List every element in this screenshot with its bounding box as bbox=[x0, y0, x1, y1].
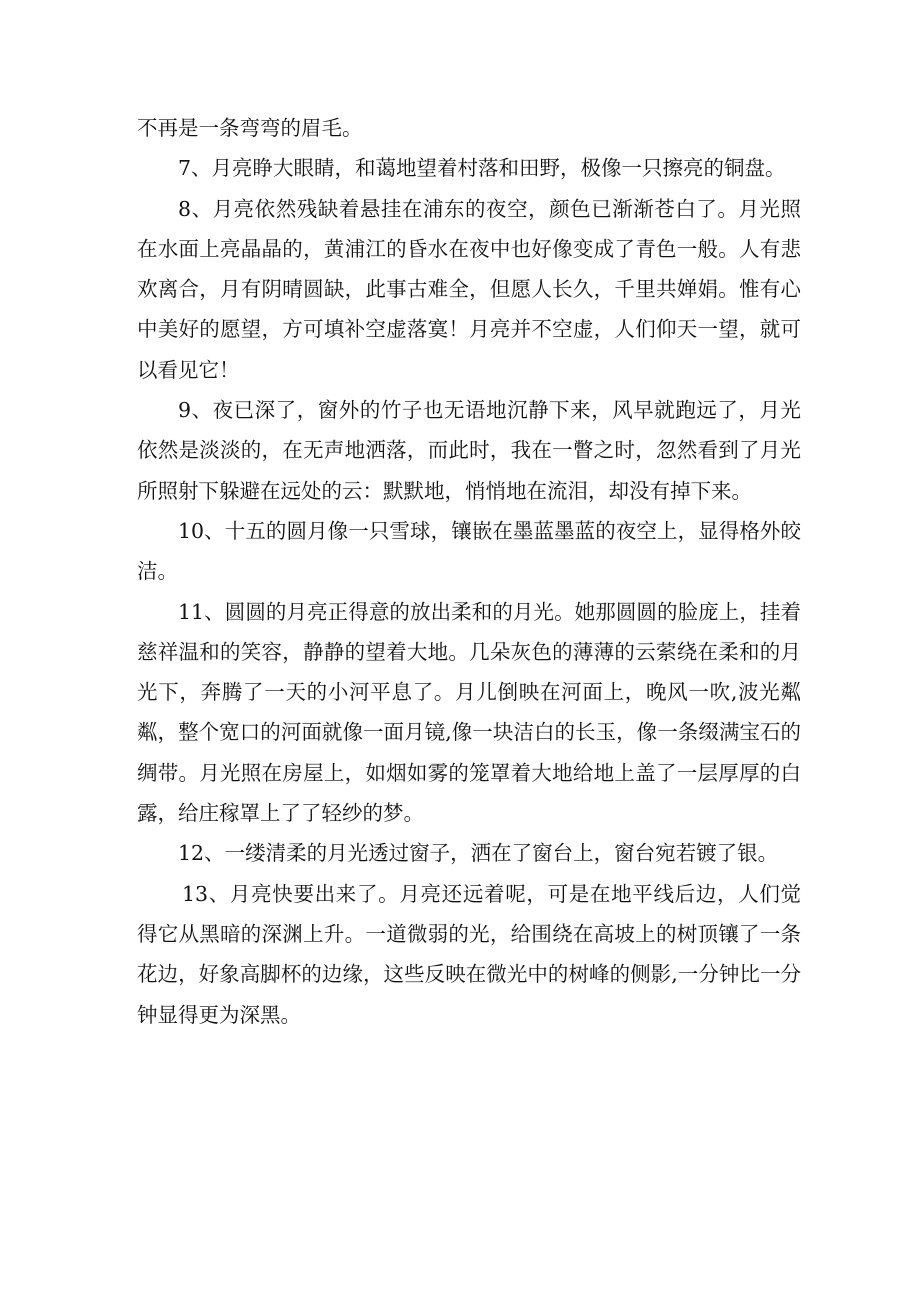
document-body bbox=[137, 108, 801, 1035]
paragraph-10: 10、十五的圆月像一只雪球，镶嵌在墨蓝墨蓝的夜空上，显得格外皎洁。 bbox=[137, 518, 801, 584]
paragraph-continuation: 不再是一条弯弯的眉毛。 bbox=[137, 116, 363, 140]
paragraph-7: 7、月亮睁大眼睛，和蔼地望着村落和田野，极像一只擦亮的铜盘。 bbox=[178, 156, 786, 181]
paragraph-9: 9、夜已深了，窗外的竹子也无语地沉静下来，风早就跑远了，月光依然是淡淡的，在无声地洒落，而此时，我在一瞥之时，忽然看到了月光所照射下躲避在远处的云：默默地，悄悄地在流泪，却没有掉下来。 bbox=[137, 398, 801, 503]
paragraph-13: 13、月亮快要出来了。月亮还远着呢，可是在地平线后边，人们觉得它从黑暗的深渊上升。一道微弱的光，给围绕在高坡上的树顶镶了一条花边，好象高脚杯的边缘，这些反映在微光中的树峰的侧影,一分钟比一分钟显得更为深黑。 bbox=[137, 881, 801, 1027]
paragraph-12: 12、一缕清柔的月光透过窗子，洒在了窗台上，窗台宛若镀了银。 bbox=[178, 841, 779, 866]
paragraph-8: 8、月亮依然残缺着悬挂在浦东的夜空，颜色已渐渐苍白了。月光照在水面上亮晶晶的，黄浦江的昏水在夜中也好像变成了青色一般。人有悲欢离合，月有阴晴圆缺，此事古难全，但愿人长久，千里共婵娟。惟有心中美好的愿望，方可填补空虚落寞！月亮并不空虚，人们仰天一望，就可以看见它！ bbox=[137, 196, 801, 382]
paragraph-11: 11、圆圆的月亮正得意的放出柔和的月光。她那圆圆的脸庞上，挂着慈祥温和的笑容，静静的望着大地。几朵灰色的薄薄的云萦绕在柔和的月光下，奔腾了一天的小河平息了。月儿倒映在河面上，晚风一吹,波光粼粼，整个宽口的河面就像一面月镜,像一块洁白的长玉，像一条缀满宝石的绸带。月光照在房屋上，如烟如雾的笼罩着大地给地上盖了一层厚厚的白露，给庄稼罩上了了轻纱的梦。 bbox=[137, 599, 801, 826]
